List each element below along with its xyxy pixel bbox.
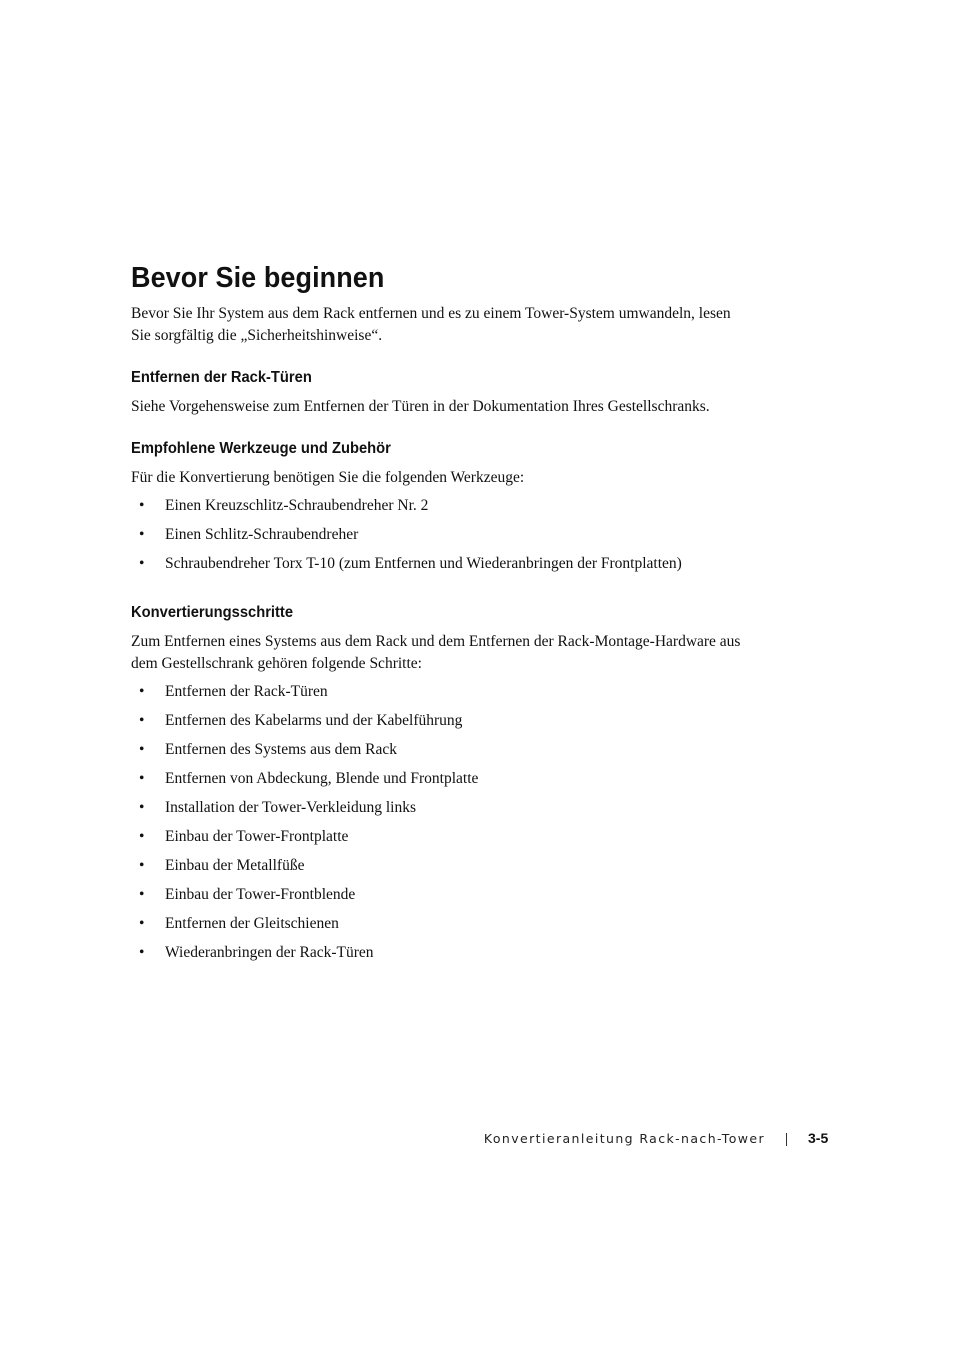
section-heading-conversion-steps: Konvertierungsschritte [131, 604, 294, 621]
list-item-text: Entfernen des Systems aus dem Rack [165, 741, 398, 758]
list-item-text: Einen Schlitz-Schraubendreher [165, 526, 359, 543]
steps-list [131, 681, 751, 971]
footer-separator [786, 1133, 787, 1146]
list-item [131, 855, 751, 884]
list-item [131, 768, 751, 797]
page-title: Bevor Sie beginnen [131, 262, 385, 294]
list-item [131, 797, 751, 826]
list-item [131, 913, 751, 942]
bullet: • [139, 799, 145, 816]
footer-document-title: Konvertieranleitung Rack-nach-Tower [483, 1131, 765, 1146]
list-item [131, 553, 751, 582]
steps-lead-text: Zum Entfernen eines Systems aus dem Rack und dem Entfernen der Rack-Montage-Hardware aus dem Gestellschrank gehören folgende Schritte: [131, 633, 741, 672]
list-item-text: Einbau der Tower-Frontblende [165, 886, 356, 903]
bullet: • [139, 712, 145, 729]
section-text-rack-doors: Siehe Vorgehensweise zum Entfernen der Türen in der Dokumentation Ihres Gestellschranks. [131, 398, 710, 415]
page-footer [0, 1129, 954, 1151]
bullet: • [139, 741, 145, 758]
list-item-text: Einbau der Tower-Frontplatte [165, 828, 349, 845]
list-item-text: Entfernen des Kabelarms und der Kabelführung [165, 712, 463, 729]
section-heading-tools: Empfohlene Werkzeuge und Zubehör [131, 440, 391, 457]
list-item-text: Schraubendreher Torx T-10 (zum Entfernen und Wiederanbringen der Frontplatten) [165, 555, 682, 572]
list-item-text: Entfernen der Gleitschienen [165, 915, 339, 932]
list-item-text: Einen Kreuzschlitz-Schraubendreher Nr. 2 [165, 497, 429, 514]
bullet: • [139, 770, 145, 787]
bullet: • [139, 857, 145, 874]
list-item [131, 495, 751, 524]
list-item-text: Entfernen von Abdeckung, Blende und Frontplatte [165, 770, 479, 787]
section-heading-rack-doors: Entfernen der Rack-Türen [131, 369, 312, 386]
list-item [131, 739, 751, 768]
list-item-text: Wiederanbringen der Rack-Türen [165, 944, 374, 961]
bullet: • [139, 497, 145, 514]
bullet: • [139, 828, 145, 845]
bullet: • [139, 915, 145, 932]
page-number: 3-5 [808, 1130, 829, 1146]
bullet: • [139, 683, 145, 700]
intro-paragraph: Bevor Sie Ihr System aus dem Rack entfernen und es zu einem Tower-System umwandeln, lesen Sie sorgfältig die „Sicherheitshinweise“. [131, 305, 731, 344]
bullet: • [139, 944, 145, 961]
list-item [131, 826, 751, 855]
tools-list [131, 495, 751, 582]
list-item-text: Einbau der Metallfüße [165, 857, 305, 874]
tools-lead-text: Für die Konvertierung benötigen Sie die folgenden Werkzeuge: [131, 469, 525, 486]
list-item-text: Entfernen der Rack-Türen [165, 683, 328, 700]
list-item [131, 681, 751, 710]
page-content [131, 258, 751, 992]
list-item [131, 884, 751, 913]
list-item-text: Installation der Tower-Verkleidung links [165, 799, 416, 816]
bullet: • [139, 526, 145, 543]
list-item [131, 524, 751, 553]
list-item [131, 710, 751, 739]
list-item [131, 942, 751, 971]
bullet: • [139, 555, 145, 572]
bullet: • [139, 886, 145, 903]
